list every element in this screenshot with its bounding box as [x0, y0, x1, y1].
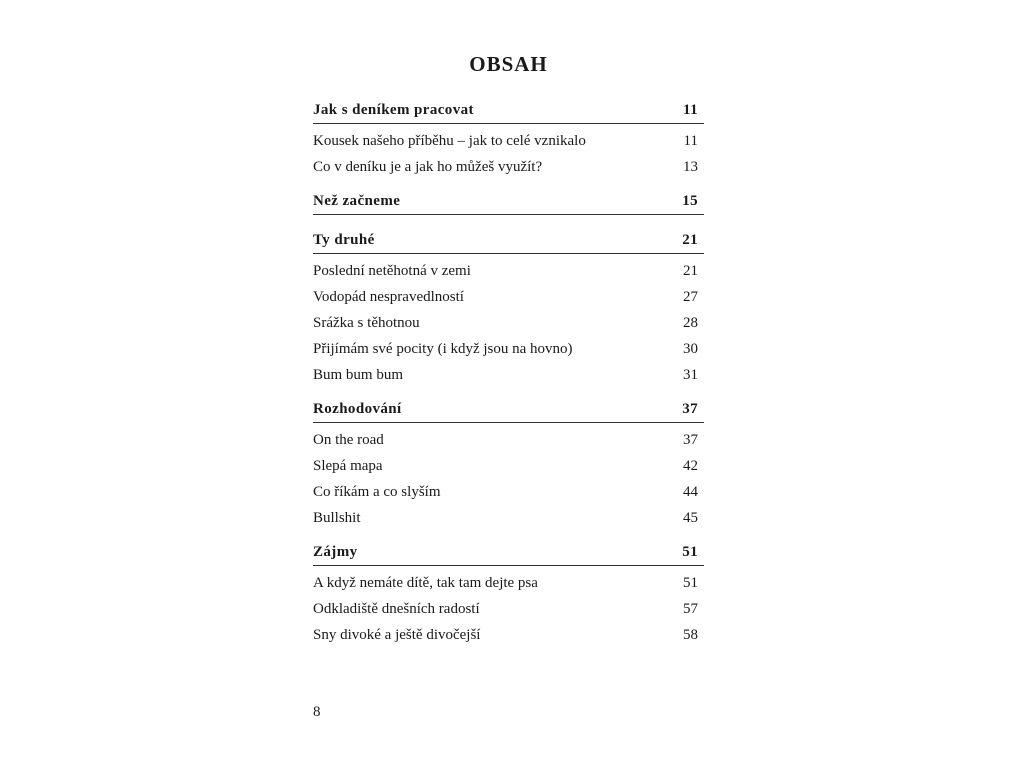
entry-title: Kousek našeho příběhu – jak to celé vznikalo: [313, 133, 586, 149]
section-page-number: 11: [683, 102, 698, 118]
entry-title: Vodopád nespravedlností: [313, 289, 464, 305]
section-page-number: 15: [682, 193, 698, 209]
toc-entry: [313, 572, 704, 594]
section-title: Rozhodování: [313, 401, 402, 417]
toc-entry: [313, 481, 704, 503]
entry-title: Bum bum bum: [313, 367, 404, 383]
entry-page-number: 13: [683, 159, 698, 175]
toc-entry: [313, 364, 704, 386]
entry-page-number: 21: [683, 263, 698, 279]
page-title: OBSAH: [469, 52, 548, 76]
entry-page-number: 51: [683, 575, 698, 591]
entry-page-number: 37: [683, 432, 698, 448]
entry-title: On the road: [313, 432, 384, 448]
toc-entry: [313, 598, 704, 620]
entry-title: Poslední netěhotná v zemi: [313, 263, 471, 279]
section-page-number: 51: [682, 544, 698, 560]
toc-entry: [313, 338, 704, 360]
toc-entry: [313, 455, 704, 477]
toc-entry: [313, 156, 704, 178]
entry-title: Srážka s těhotnou: [313, 315, 420, 331]
entry-page-number: 28: [683, 315, 698, 331]
toc-entry: [313, 624, 704, 646]
section-title: Zájmy: [313, 544, 358, 560]
entry-title: Bullshit: [313, 510, 361, 526]
toc-entry: [313, 507, 704, 529]
entry-title: Odkladiště dnešních radostí: [313, 601, 480, 617]
toc-entry: [313, 429, 704, 451]
page-number: 8: [313, 704, 321, 720]
entry-title: Sny divoké a ještě divočejší: [313, 627, 481, 643]
section-page-number: 37: [682, 401, 698, 417]
toc-section-heading: [313, 229, 704, 251]
entry-page-number: 42: [683, 458, 698, 474]
section-title: Jak s deníkem pracovat: [313, 102, 474, 118]
toc-entry: [313, 312, 704, 334]
entry-title: A když nemáte dítě, tak tam dejte psa: [313, 575, 538, 591]
toc-section-heading: [313, 541, 704, 563]
section-title: Ty druhé: [313, 232, 375, 248]
toc-entry: [313, 286, 704, 308]
entry-page-number: 58: [683, 627, 698, 643]
toc-entry: [313, 260, 704, 282]
toc-section-heading: [313, 398, 704, 420]
entry-page-number: 31: [683, 367, 698, 383]
entry-title: Přijímám své pocity (i když jsou na hovno): [313, 341, 573, 357]
entry-title: Slepá mapa: [313, 458, 383, 474]
entry-page-number: 45: [683, 510, 698, 526]
toc-section-heading: [313, 190, 704, 212]
entry-page-number: 44: [683, 484, 698, 500]
toc-entry: [313, 130, 704, 152]
entry-title: Co říkám a co slyším: [313, 484, 441, 500]
entry-title: Co v deníku je a jak ho můžeš využít?: [313, 159, 543, 175]
section-title: Než začneme: [313, 193, 401, 209]
entry-page-number: 57: [683, 601, 698, 617]
section-page-number: 21: [682, 232, 698, 248]
entry-page-number: 30: [683, 341, 698, 357]
toc-section-heading: [313, 99, 704, 121]
entry-page-number: 27: [683, 289, 698, 305]
entry-page-number: 11: [683, 133, 698, 149]
